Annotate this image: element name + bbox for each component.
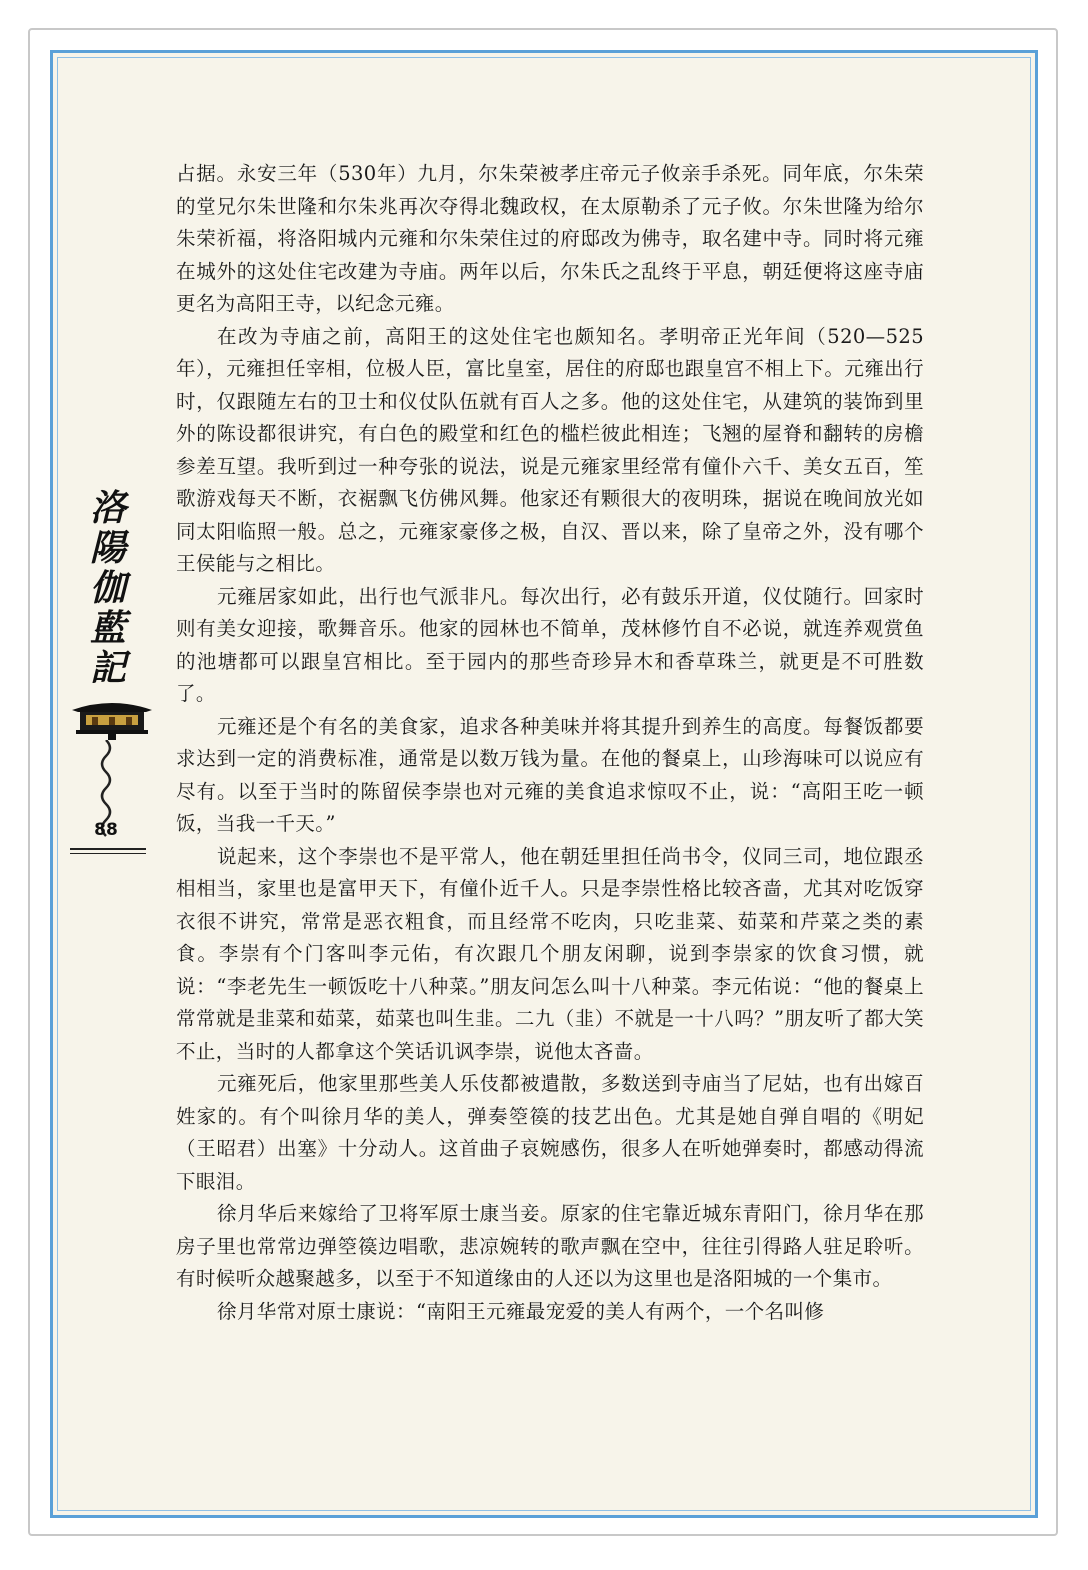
sidebar-ornament <box>66 488 156 840</box>
paragraph: 元雍居家如此，出行也气派非凡。每次出行，必有鼓乐开道，仪仗随行。回家时则有美女迎接，歌舞音乐。他家的园林也不简单，茂林修竹自不必说，就连养观赏鱼的池塘都可以跟皇宫相比。至于园内的那些奇珍异木和香草珠兰，就更是不可胜数了。 <box>176 584 924 705</box>
page-number-rule <box>70 848 146 854</box>
body-text <box>176 158 924 1328</box>
book-title-char: 藍 <box>89 607 126 649</box>
book-title-char: 陽 <box>89 527 126 569</box>
paragraph: 元雍死后，他家里那些美人乐伎都被遣散，多数送到寺庙当了尼姑，也有出嫁百姓家的。有个叫徐月华的美人，弹奏箜篌的技艺出色。尤其是她自弹自唱的《明妃（王昭君）出塞》十分动人。这首曲子哀婉感伤，很多人在听她弹奏时，都感动得流下眼泪。 <box>176 1072 924 1193</box>
paragraph: 说起来，这个李崇也不是平常人，他在朝廷里担任尚书令，仪同三司，地位跟丞相相当，家里也是富甲天下，有僮仆近千人。只是李崇性格比较吝啬，尤其对吃饭穿衣很不讲究，常常是恶衣粗食，而且经常不吃肉，只吃韭菜、茹菜和芹菜之类的素食。李崇有个门客叫李元佑，有次跟几个朋友闲聊，说到李崇家的饮食习惯，就说：“李老先生一顿饭吃十八种菜。”朋友问怎么叫十八种菜。李元佑说：“他的餐桌上常常就是韭菜和茹菜，茹菜也叫生韭。二九（韭）不就是一十八吗？”朋友听了都大笑不止，当时的人都拿这个笑话讥讽李崇，说他太吝啬。 <box>176 844 924 1063</box>
paragraph: 元雍还是个有名的美食家，追求各种美味并将其提升到养生的高度。每餐饭都要求达到一定的消费标准，通常是以数万钱为量。在他的餐桌上，山珍海味可以说应有尽有。以至于当时的陈留侯李崇也对元雍的美食追求惊叹不止，说：“高阳王吃一顿饭，当我一千天。” <box>176 714 924 835</box>
book-title-vertical <box>88 488 128 688</box>
book-title-char: 記 <box>89 647 126 689</box>
book-title-char: 伽 <box>89 567 126 609</box>
paragraph: 徐月华后来嫁给了卫将军原士康当妾。原家的住宅靠近城东青阳门，徐月华在那房子里也常常边弹箜篌边唱歌，悲凉婉转的歌声飘在空中，往往引得路人驻足聆听。有时候听众越聚越多，以至于不知道缘由的人还以为这里也是洛阳城的一个集市。 <box>176 1202 924 1290</box>
book-title-char: 洛 <box>89 487 126 529</box>
paragraph: 徐月华常对原士康说：“南阳王元雍最宠爱的美人有两个，一个名叫修 <box>216 1299 825 1323</box>
pavilion-icon <box>70 698 154 740</box>
paragraph: 在改为寺庙之前，高阳王的这处住宅也颇知名。孝明帝正光年间（520—525年），元雍担任宰相，位极人臣，富比皇室，居住的府邸也跟皇宫不相上下。元雍出行时，仅跟随左右的卫士和仪仗队伍就有百人之多。他的这处住宅，从建筑的装饰到里外的陈设都很讲究，有白色的殿堂和红色的槛栏彼此相连；飞翘的屋脊和翻转的房檐参差互望。我听到过一种夸张的说法，说是元雍家里经常有僮仆六千、美女五百，笙歌游戏每天不断，衣裾飘飞仿佛风舞。他家还有颗很大的夜明珠，据说在晚间放光如同太阳临照一般。总之，元雍家豪侈之极，自汉、晋以来，除了皇帝之外，没有哪个王侯能与之相比。 <box>176 324 924 575</box>
page-number: 88 <box>94 820 118 840</box>
paragraph: 占据。永安三年（530年）九月，尔朱荣被孝庄帝元子攸亲手杀死。同年底，尔朱荣的堂兄尔朱世隆和尔朱兆再次夺得北魏政权，在太原勒杀了元子攸。尔朱世隆为给尔朱荣祈福，将洛阳城内元雍和尔朱荣住过的府邸改为佛寺，取名建中寺。同时将元雍在城外的这处住宅改建为寺庙。两年以后，尔朱氏之乱终于平息，朝廷便将这座寺庙更名为高阳王寺，以纪念元雍。 <box>176 162 924 315</box>
